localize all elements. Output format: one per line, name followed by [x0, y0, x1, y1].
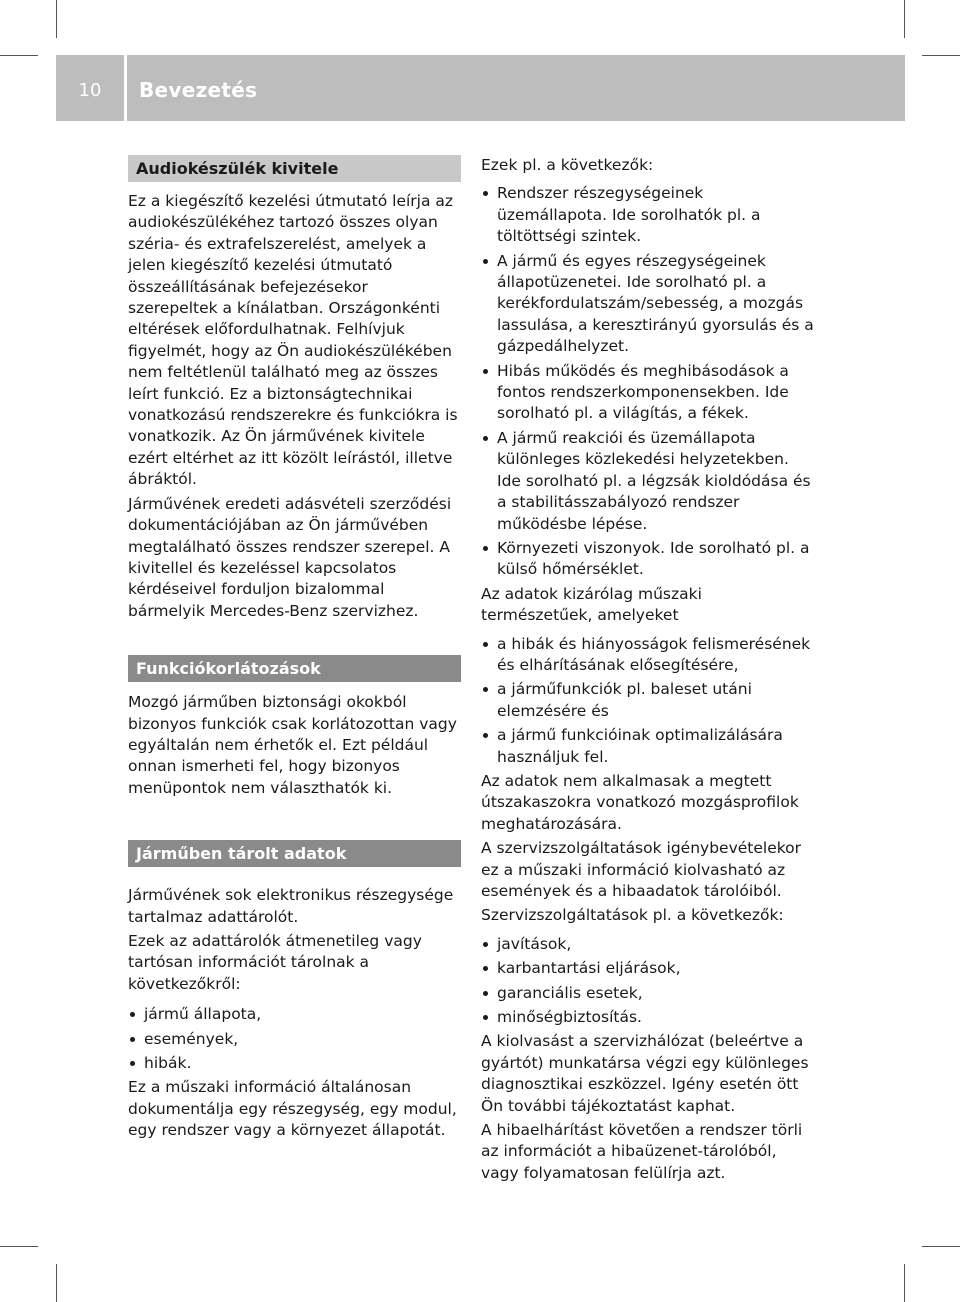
bullet-list [481, 183, 816, 580]
bullet-list [481, 634, 816, 768]
paragraph: A hibaelhárítást követően a rendszer törli az információt a hibaüzenet-tárolóból, vagy folyamatosan felülírja azt. [481, 1121, 803, 1182]
page-number: 10 [78, 80, 102, 101]
paragraph: Az adatok nem alkalmasak a megtett útszakaszokra vonatkozó mozgásprofilok meghatározására. [481, 771, 799, 833]
page-title: Bevezetés [139, 78, 258, 102]
list-item: A jármű és egyes részegységeinek állapotüzenetei. Ide sorolható pl. a kerékfordulatszám/sebesség, a mozgás lassulása, a keresztirányú gyorsulás és a gázpedálhelyzet. [481, 251, 816, 358]
paragraph: Ez a műszaki információ általánosan dokumentálja egy részegység, egy modul, egy rendszer vagy a környezet állapotát. [128, 1078, 457, 1140]
list-item: garanciális esetek, [481, 983, 816, 1004]
paragraph: A kiolvasást a szervizhálózat (beleértve a gyártót) munkatársa végzi egy különleges diagnosztikai eszközzel. Igény esetén ött Ön további tájékoztatást kaphat. [481, 1032, 809, 1115]
list-item: hibák. [128, 1053, 461, 1074]
crop-mark [56, 1264, 57, 1302]
crop-mark [0, 1246, 38, 1247]
crop-mark [922, 55, 960, 56]
bullet-list [481, 934, 816, 1029]
paragraph: A szervizszolgáltatások igénybevételekor ez a műszaki információ kiolvasható az események és a hibaadatok tárolóiból. [481, 839, 802, 900]
list-item: a hibák és hiányosságok felismerésének és elhárításának elősegítésére, [481, 634, 816, 677]
paragraph: Ez a kiegészítő kezelési útmutató leírja az audiokészülékéhez tartozó összes olyan széria- és extrafelszerelést, amelyek a jelen kiegészítő kezelési útmutató összeállításának befejezésekor szerepeltek a kínálatban. Országonkénti eltérések előfordulhatnak. Felhívjuk figyelmét, hogy az Ön audiokészülékében nem feltétlenül található meg az összes leírt funkció. Ez a biztonságtechnikai vonatkozású rendszerekre és funkciókra is vonatkozik. Az Ön járművének kivitele ezért eltérhet az itt közölt leírástól, illetve ábráktól. [128, 192, 458, 489]
paragraph: Járművének eredeti adásvételi szerződési dokumentációjában az Ön járművében megtalálható összes rendszer szerepel. A kivitellel és kezeléssel kapcsolatos kérdéseivel forduljon bizalommal bármelyik Mercedes-Benz szervizhez. [128, 494, 452, 620]
paragraph: Szervizszolgáltatások pl. a következők: [481, 906, 784, 925]
list-item: A jármű reakciói és üzemállapota különleges közlekedési helyzetekben. Ide sorolható pl. a légzsák kioldódása és a stabilitásszabályozó rendszer működésbe lépése. [481, 428, 816, 535]
bullet-list [128, 1004, 461, 1074]
header-divider [124, 55, 127, 121]
paragraph: Mozgó járműben biztonsági okokból bizonyos funkciók csak korlátozottan vagy egyáltalán nem érhetők el. Ezt például onnan ismerheti fel, hogy bizonyos menüpontok nem választhatók ki. [128, 693, 457, 797]
list-item: Környezeti viszonyok. Ide sorolható pl. a külső hőmérséklet. [481, 538, 816, 581]
list-item: javítások, [481, 934, 816, 955]
crop-mark [922, 1246, 960, 1247]
crop-mark [904, 0, 905, 38]
left-column [128, 155, 461, 1145]
crop-mark [904, 1264, 905, 1302]
crop-mark [0, 55, 38, 56]
list-item: Rendszer részegységeinek üzemállapota. Ide sorolhatók pl. a töltöttségi szintek. [481, 183, 816, 247]
list-item: minőségbiztosítás. [481, 1007, 816, 1028]
paragraph: Ezek az adattárolók átmenetileg vagy tartósan információt tárolnak a következőkről: [128, 931, 422, 993]
paragraph: Ezek pl. a következők: [481, 156, 654, 174]
list-item: jármű állapota, [128, 1004, 461, 1025]
list-item: Hibás működés és meghibásodások a fontos rendszerkomponensekben. Ide sorolható pl. a világítás, a fékek. [481, 361, 816, 425]
list-item: a jármű funkcióinak optimalizálására használjuk fel. [481, 725, 816, 768]
section-heading: Funkciókorlátozások [128, 655, 461, 682]
crop-mark [56, 0, 57, 38]
section-heading: Audiokészülék kivitele [128, 155, 461, 182]
paragraph: Járművének sok elektronikus részegysége tartalmaz adattárolót. [128, 886, 454, 926]
list-item: a járműfunkciók pl. baleset utáni elemzésére és [481, 679, 816, 722]
paragraph: Az adatok kizárólag műszaki természetűek, amelyeket [481, 584, 702, 625]
section-heading: Járműben tárolt adatok [128, 840, 461, 867]
right-column [481, 155, 816, 1187]
list-item: események, [128, 1029, 461, 1050]
list-item: karbantartási eljárások, [481, 958, 816, 979]
